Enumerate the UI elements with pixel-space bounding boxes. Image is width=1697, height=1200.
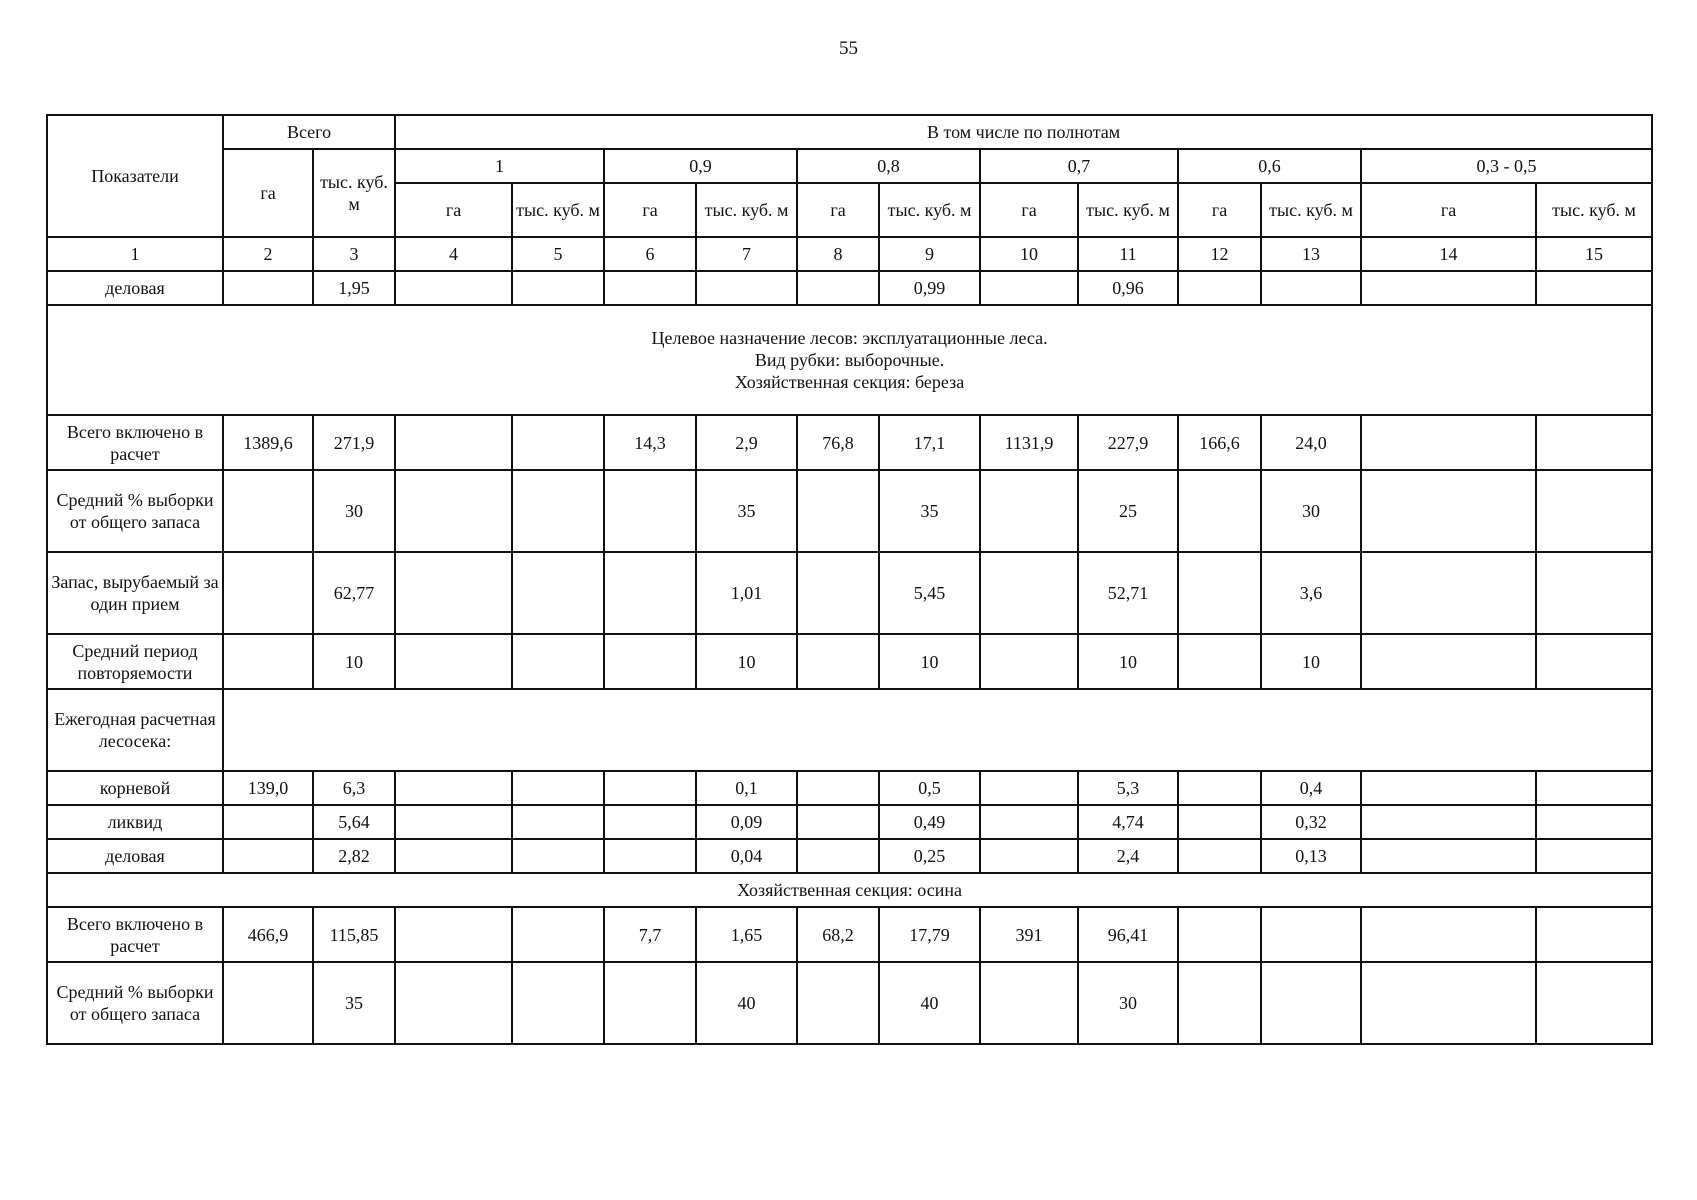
row-label: корневой [47, 771, 223, 805]
table-cell [1536, 907, 1652, 962]
table-row [47, 907, 1652, 962]
forest-cutting-table [46, 114, 1653, 1045]
header-row-2 [47, 149, 1652, 183]
table-cell [1536, 771, 1652, 805]
table-cell [395, 634, 512, 689]
header-density-1: 1 [395, 149, 604, 183]
table-cell [1178, 271, 1261, 305]
table-cell: 1389,6 [223, 415, 313, 470]
table-cell [797, 839, 879, 873]
table-cell: 5,64 [313, 805, 395, 839]
table-cell [1361, 552, 1536, 634]
table-cell [797, 962, 879, 1044]
table-cell: 7,7 [604, 907, 696, 962]
table-cell: 0,04 [696, 839, 797, 873]
column-number: 9 [879, 237, 980, 271]
table-cell [1261, 962, 1361, 1044]
table-cell: 35 [696, 470, 797, 552]
header-by-density: В том числе по полнотам [395, 115, 1652, 149]
table-cell [1178, 470, 1261, 552]
table-cell: 466,9 [223, 907, 313, 962]
table-cell [797, 470, 879, 552]
table-cell [223, 552, 313, 634]
table-cell [1178, 839, 1261, 873]
column-number: 11 [1078, 237, 1178, 271]
header-density-06: 0,6 [1178, 149, 1361, 183]
table-cell: 10 [879, 634, 980, 689]
table-cell [1178, 634, 1261, 689]
column-number: 1 [47, 237, 223, 271]
column-number: 13 [1261, 237, 1361, 271]
table-cell [512, 271, 604, 305]
table-cell [1536, 962, 1652, 1044]
table-cell: 3,6 [1261, 552, 1361, 634]
table-cell: 0,13 [1261, 839, 1361, 873]
table-cell: 271,9 [313, 415, 395, 470]
table-cell [1536, 634, 1652, 689]
table-cell: 0,25 [879, 839, 980, 873]
table-cell [395, 271, 512, 305]
table-cell [604, 552, 696, 634]
section-aspen-title: Хозяйственная секция: осина [47, 873, 1652, 907]
table-cell [512, 552, 604, 634]
table-cell [980, 839, 1078, 873]
table-cell [797, 634, 879, 689]
header-volume: тыс. куб. м [879, 183, 980, 237]
table-cell: 5,3 [1078, 771, 1178, 805]
row-label: Запас, вырубаемый за один прием [47, 552, 223, 634]
row-label: ликвид [47, 805, 223, 839]
header-volume: тыс. куб. м [512, 183, 604, 237]
table-cell: 10 [313, 634, 395, 689]
section-aspen-row [47, 873, 1652, 907]
table-cell: 6,3 [313, 771, 395, 805]
table-row [47, 552, 1652, 634]
table-cell [1536, 271, 1652, 305]
table-cell: 4,74 [1078, 805, 1178, 839]
table-cell [604, 271, 696, 305]
table-cell [604, 962, 696, 1044]
table-cell [1361, 771, 1536, 805]
table-cell [604, 470, 696, 552]
column-number: 15 [1536, 237, 1652, 271]
header-density-03-05: 0,3 - 0,5 [1361, 149, 1652, 183]
table-cell: 5,45 [879, 552, 980, 634]
header-ha: га [1178, 183, 1261, 237]
table-cell [980, 271, 1078, 305]
table-cell [512, 470, 604, 552]
annual-cutting-empty [223, 689, 1652, 771]
table-cell [1361, 271, 1536, 305]
table-cell [797, 552, 879, 634]
header-ha: га [980, 183, 1078, 237]
table-cell: 0,96 [1078, 271, 1178, 305]
forest-purpose: Целевое назначение лесов: эксплуатационные леса. [651, 328, 1048, 348]
table-row [47, 962, 1652, 1044]
aspen-rows [47, 907, 1652, 1044]
table-cell [1536, 552, 1652, 634]
table-cell: 0,09 [696, 805, 797, 839]
table-cell: 2,9 [696, 415, 797, 470]
table-cell [512, 962, 604, 1044]
header-total: Всего [223, 115, 395, 149]
table-cell [1261, 907, 1361, 962]
table-cell [980, 470, 1078, 552]
table-cell: 40 [879, 962, 980, 1044]
table-cell [1261, 271, 1361, 305]
table-cell: 391 [980, 907, 1078, 962]
table-cell [1178, 552, 1261, 634]
row-label: Всего включено в расчет [47, 415, 223, 470]
header-ha: га [395, 183, 512, 237]
table-cell: 0,5 [879, 771, 980, 805]
table-cell [797, 771, 879, 805]
table-cell [395, 415, 512, 470]
table-cell: 227,9 [1078, 415, 1178, 470]
page-number: 55 [839, 38, 858, 59]
table-cell: 10 [696, 634, 797, 689]
annual-cutting-label: Ежегодная расчетная лесосека: [47, 689, 223, 771]
table-cell [1536, 839, 1652, 873]
table-cell [512, 771, 604, 805]
column-number: 12 [1178, 237, 1261, 271]
table-cell: 0,32 [1261, 805, 1361, 839]
table-cell [604, 771, 696, 805]
table-cell: 0,99 [879, 271, 980, 305]
header-volume: тыс. куб. м [1078, 183, 1178, 237]
header-row-1 [47, 115, 1652, 149]
table-cell: 17,79 [879, 907, 980, 962]
table-cell [1178, 771, 1261, 805]
section-heading [47, 305, 1652, 415]
table-cell [223, 805, 313, 839]
header-volume: тыс. куб. м [1261, 183, 1361, 237]
section-birch-title: Хозяйственная секция: береза [734, 372, 965, 392]
table-cell [512, 634, 604, 689]
table-row [47, 839, 1652, 873]
table-cell: 52,71 [1078, 552, 1178, 634]
column-numbers-row [47, 237, 1652, 271]
table-cell [696, 271, 797, 305]
table-cell: 35 [313, 962, 395, 1044]
table-cell [980, 771, 1078, 805]
header-ha: га [1361, 183, 1536, 237]
table-cell [395, 907, 512, 962]
row-label: Средний % выборки от общего запаса [47, 962, 223, 1044]
table-cell: 17,1 [879, 415, 980, 470]
table-row [47, 634, 1652, 689]
column-number: 7 [696, 237, 797, 271]
table-cell [395, 470, 512, 552]
table-cell [604, 634, 696, 689]
table-cell [980, 552, 1078, 634]
table-cell [512, 415, 604, 470]
header-ha: га [797, 183, 879, 237]
column-number: 2 [223, 237, 313, 271]
table-cell [1178, 962, 1261, 1044]
table-row [47, 271, 1652, 305]
row-label: Всего включено в расчет [47, 907, 223, 962]
table-cell: 2,4 [1078, 839, 1178, 873]
table-cell: 30 [1261, 470, 1361, 552]
table-cell: 1,65 [696, 907, 797, 962]
table-row [47, 415, 1652, 470]
table-cell: 68,2 [797, 907, 879, 962]
column-number: 4 [395, 237, 512, 271]
table-cell: 40 [696, 962, 797, 1044]
table-cell: 62,77 [313, 552, 395, 634]
table-cell: 166,6 [1178, 415, 1261, 470]
table-cell: 10 [1261, 634, 1361, 689]
table-cell: 0,1 [696, 771, 797, 805]
table-cell: 1,95 [313, 271, 395, 305]
table-cell: 30 [1078, 962, 1178, 1044]
header-density-07: 0,7 [980, 149, 1178, 183]
section-heading-row [47, 305, 1652, 415]
table-cell [223, 470, 313, 552]
header-ha: га [604, 183, 696, 237]
table-cell [1178, 805, 1261, 839]
column-number: 6 [604, 237, 696, 271]
top-rows [47, 271, 1652, 305]
table-cell [1361, 839, 1536, 873]
table-cell [395, 552, 512, 634]
table-cell: 0,49 [879, 805, 980, 839]
column-number: 14 [1361, 237, 1536, 271]
annual-rows [47, 771, 1652, 873]
table-cell: 2,82 [313, 839, 395, 873]
header-volume: тыс. куб. м [696, 183, 797, 237]
table-cell [980, 634, 1078, 689]
table-cell [1361, 415, 1536, 470]
column-number: 3 [313, 237, 395, 271]
table-cell: 96,41 [1078, 907, 1178, 962]
table-cell [512, 839, 604, 873]
table-cell [797, 805, 879, 839]
annual-label-row [47, 689, 1652, 771]
table-cell [1361, 634, 1536, 689]
cutting-type: Вид рубки: выборочные. [754, 350, 945, 370]
column-number: 8 [797, 237, 879, 271]
table-cell [1536, 805, 1652, 839]
column-number: 5 [512, 237, 604, 271]
table-cell [223, 839, 313, 873]
table-row [47, 470, 1652, 552]
table-cell: 1131,9 [980, 415, 1078, 470]
table-cell [604, 839, 696, 873]
table-cell: 76,8 [797, 415, 879, 470]
table-cell [512, 805, 604, 839]
header-density-09: 0,9 [604, 149, 797, 183]
table-row [47, 805, 1652, 839]
table-cell: 25 [1078, 470, 1178, 552]
table-cell [1178, 907, 1261, 962]
table-cell [395, 962, 512, 1044]
table-cell [980, 805, 1078, 839]
table-cell: 24,0 [1261, 415, 1361, 470]
table-cell [223, 634, 313, 689]
table-cell [1361, 907, 1536, 962]
row-label: деловая [47, 271, 223, 305]
table-cell [395, 839, 512, 873]
table-cell [1361, 470, 1536, 552]
table-cell [1361, 962, 1536, 1044]
column-number: 10 [980, 237, 1078, 271]
table-cell [1536, 415, 1652, 470]
header-total-ha: га [223, 149, 313, 237]
header-density-08: 0,8 [797, 149, 980, 183]
table-cell [1536, 470, 1652, 552]
table-cell [223, 962, 313, 1044]
table-cell: 10 [1078, 634, 1178, 689]
birch-rows [47, 415, 1652, 689]
table-cell [395, 771, 512, 805]
table-cell: 35 [879, 470, 980, 552]
header-total-volume: тыс. куб. м [313, 149, 395, 237]
row-label: Средний период повторяемости [47, 634, 223, 689]
table-cell: 139,0 [223, 771, 313, 805]
table-cell [604, 805, 696, 839]
table-cell [980, 962, 1078, 1044]
table-cell [223, 271, 313, 305]
table-cell: 115,85 [313, 907, 395, 962]
table-cell [1361, 805, 1536, 839]
table-cell: 14,3 [604, 415, 696, 470]
header-indicators: Показатели [47, 115, 223, 237]
row-label: Средний % выборки от общего запаса [47, 470, 223, 552]
row-label: деловая [47, 839, 223, 873]
table-row [47, 771, 1652, 805]
table-cell [797, 271, 879, 305]
header-volume: тыс. куб. м [1536, 183, 1652, 237]
table-cell [512, 907, 604, 962]
table-cell: 1,01 [696, 552, 797, 634]
table-cell [395, 805, 512, 839]
table-cell: 30 [313, 470, 395, 552]
table-cell: 0,4 [1261, 771, 1361, 805]
